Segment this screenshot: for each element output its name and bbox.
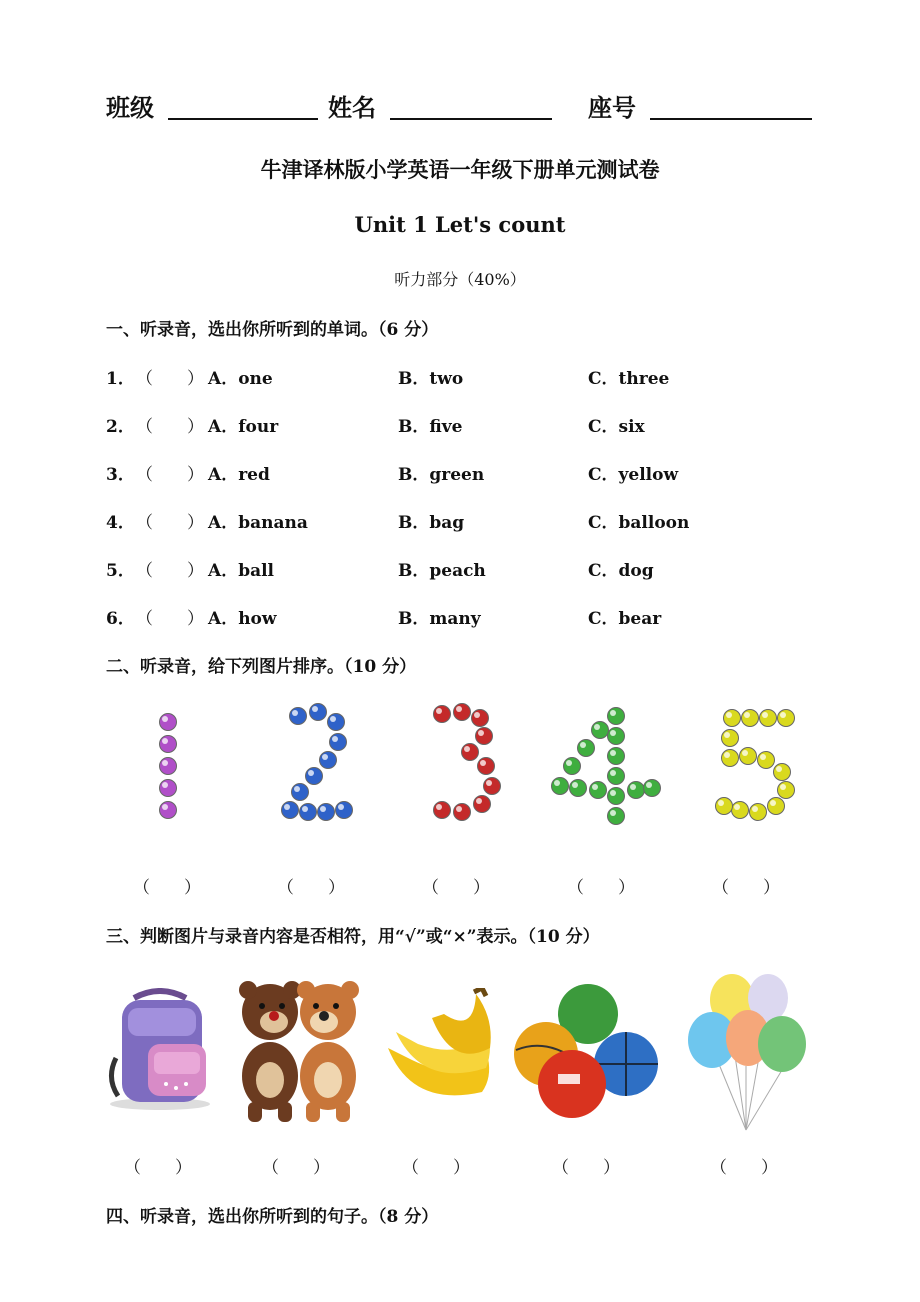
- bead: [310, 704, 327, 721]
- bead-highlight: [724, 752, 730, 758]
- bead-highlight: [322, 754, 328, 760]
- answer-paren[interactable]: （ ）: [712, 878, 780, 898]
- bead: [608, 708, 625, 725]
- bead: [608, 788, 625, 805]
- bead: [160, 714, 177, 731]
- bead-highlight: [330, 716, 336, 722]
- bead-highlight: [742, 750, 748, 756]
- bead-highlight: [474, 712, 480, 718]
- bead: [570, 780, 587, 797]
- bead: [608, 808, 625, 825]
- option-b: B．peach: [398, 561, 486, 581]
- bead: [732, 802, 749, 819]
- option-a: A．red: [208, 465, 270, 485]
- bead: [768, 798, 785, 815]
- bead-highlight: [292, 710, 298, 716]
- bead-highlight: [630, 784, 636, 790]
- bead-highlight: [592, 784, 598, 790]
- option-c: C．dog: [588, 561, 654, 581]
- page-title: 牛津译林版小学英语一年级下册单元测试卷: [260, 158, 660, 182]
- answer-paren[interactable]: （ ）: [136, 561, 204, 581]
- bead-number-4-icon: [548, 700, 668, 840]
- class-blank[interactable]: [168, 118, 318, 120]
- question-number: 4．: [106, 513, 135, 533]
- question-number: 2．: [106, 417, 135, 437]
- bead-highlight: [312, 706, 318, 712]
- bead: [774, 764, 791, 781]
- bead-highlight: [456, 706, 462, 712]
- bead-highlight: [332, 736, 338, 742]
- bead: [750, 804, 767, 821]
- bead: [716, 798, 733, 815]
- bead: [330, 734, 347, 751]
- option-a: A．banana: [208, 513, 308, 533]
- option-c: C．yellow: [588, 465, 679, 485]
- option-c: C．three: [588, 369, 670, 389]
- bead: [722, 730, 739, 747]
- bead: [484, 778, 501, 795]
- option-b: B．many: [398, 609, 481, 629]
- bead-highlight: [338, 804, 344, 810]
- bead-highlight: [456, 806, 462, 812]
- question-number: 1．: [106, 369, 135, 389]
- bead-highlight: [780, 784, 786, 790]
- answer-paren[interactable]: （ ）: [262, 1158, 330, 1178]
- bead: [320, 752, 337, 769]
- bead-highlight: [610, 770, 616, 776]
- option-c: C．bear: [588, 609, 662, 629]
- bead: [318, 804, 335, 821]
- bead-highlight: [610, 790, 616, 796]
- bead: [552, 778, 569, 795]
- answer-paren[interactable]: （ ）: [277, 878, 345, 898]
- bead: [778, 710, 795, 727]
- answer-paren[interactable]: （ ）: [710, 1158, 778, 1178]
- balls-icon: [512, 978, 662, 1132]
- bead-highlight: [162, 716, 168, 722]
- bead: [578, 740, 595, 757]
- bead: [160, 758, 177, 775]
- bead: [758, 752, 775, 769]
- bead-highlight: [464, 746, 470, 752]
- bead-highlight: [162, 738, 168, 744]
- bead-number-2-icon: [268, 700, 368, 840]
- bead-highlight: [308, 770, 314, 776]
- bead-highlight: [486, 780, 492, 786]
- bead-highlight: [566, 760, 572, 766]
- bead: [160, 780, 177, 797]
- bananas-icon: [382, 988, 498, 1116]
- option-b: B．bag: [398, 513, 465, 533]
- bead: [724, 710, 741, 727]
- bead-highlight: [724, 732, 730, 738]
- bead-highlight: [610, 810, 616, 816]
- bead: [328, 714, 345, 731]
- part-title: 听力部分（40%）: [394, 270, 526, 289]
- bead: [590, 782, 607, 799]
- bead-highlight: [776, 766, 782, 772]
- bead: [644, 780, 661, 797]
- bead: [476, 728, 493, 745]
- bead-highlight: [302, 806, 308, 812]
- answer-paren[interactable]: （ ）: [136, 513, 204, 533]
- bead: [628, 782, 645, 799]
- bead: [474, 796, 491, 813]
- bead: [472, 710, 489, 727]
- bead: [434, 706, 451, 723]
- bead-highlight: [580, 742, 586, 748]
- bead: [742, 710, 759, 727]
- bead-highlight: [594, 724, 600, 730]
- name-blank[interactable]: [390, 118, 552, 120]
- bead: [336, 802, 353, 819]
- schoolbag-icon: [104, 988, 216, 1116]
- bead: [760, 710, 777, 727]
- bead-highlight: [572, 782, 578, 788]
- bead-highlight: [760, 754, 766, 760]
- answer-paren[interactable]: （ ）: [136, 417, 204, 437]
- bead: [740, 748, 757, 765]
- bead-highlight: [478, 730, 484, 736]
- name-label: 姓名: [328, 94, 376, 122]
- answer-paren[interactable]: （ ）: [552, 1158, 620, 1178]
- option-a: A．how: [208, 609, 277, 629]
- bead-highlight: [320, 806, 326, 812]
- bead-highlight: [762, 712, 768, 718]
- bead-highlight: [480, 760, 486, 766]
- answer-paren[interactable]: （ ）: [136, 609, 204, 629]
- option-a: A．ball: [208, 561, 275, 581]
- bead: [292, 784, 309, 801]
- bead: [290, 708, 307, 725]
- bead-highlight: [646, 782, 652, 788]
- bead-highlight: [476, 798, 482, 804]
- question-number: 5．: [106, 561, 135, 581]
- bead-highlight: [436, 804, 442, 810]
- bead-highlight: [770, 800, 776, 806]
- bead: [300, 804, 317, 821]
- bead: [306, 768, 323, 785]
- option-c: C．balloon: [588, 513, 690, 533]
- answer-paren[interactable]: （ ）: [124, 1158, 192, 1178]
- class-label: 班级: [106, 94, 154, 122]
- bead-highlight: [610, 710, 616, 716]
- bead-number-1-icon: [130, 700, 210, 840]
- bead-highlight: [436, 708, 442, 714]
- answer-paren[interactable]: （ ）: [567, 878, 635, 898]
- bead-highlight: [554, 780, 560, 786]
- bead-highlight: [610, 730, 616, 736]
- bead-number-3-icon: [420, 700, 510, 840]
- bears-icon: [236, 976, 362, 1130]
- answer-paren[interactable]: （ ）: [422, 878, 490, 898]
- bead: [722, 750, 739, 767]
- question-number: 3．: [106, 465, 135, 485]
- bead: [592, 722, 609, 739]
- section3-heading: 三、判断图片与录音内容是否相符，用“√”或“×”表示。（10 分）: [106, 927, 600, 947]
- bead: [454, 704, 471, 721]
- option-a: A．one: [208, 369, 273, 389]
- bead-highlight: [718, 800, 724, 806]
- bead-highlight: [726, 712, 732, 718]
- bead-highlight: [752, 806, 758, 812]
- option-b: B．green: [398, 465, 485, 485]
- bead: [160, 802, 177, 819]
- section2-heading: 二、听录音，给下列图片排序。（10 分）: [106, 657, 417, 677]
- option-b: B．five: [398, 417, 463, 437]
- section1-heading: 一、听录音，选出你所听到的单词。（6 分）: [106, 320, 439, 340]
- bead: [478, 758, 495, 775]
- bead: [462, 744, 479, 761]
- bead-highlight: [294, 786, 300, 792]
- seat-label: 座号: [588, 94, 636, 122]
- bead: [434, 802, 451, 819]
- bead-highlight: [284, 804, 290, 810]
- bead-number-5-icon: [710, 700, 810, 840]
- bead-highlight: [744, 712, 750, 718]
- unit-title: Unit 1 Let's count: [354, 212, 566, 237]
- bead-highlight: [162, 760, 168, 766]
- seat-blank[interactable]: [650, 118, 812, 120]
- bead-highlight: [162, 804, 168, 810]
- bead: [608, 728, 625, 745]
- option-c: C．six: [588, 417, 645, 437]
- bead-highlight: [734, 804, 740, 810]
- bead: [608, 768, 625, 785]
- bead: [778, 782, 795, 799]
- option-b: B．two: [398, 369, 464, 389]
- option-a: A．four: [208, 417, 279, 437]
- bead: [160, 736, 177, 753]
- answer-paren[interactable]: （ ）: [402, 1158, 470, 1178]
- bead: [282, 802, 299, 819]
- bead: [564, 758, 581, 775]
- answer-paren[interactable]: （ ）: [136, 465, 204, 485]
- section4-heading: 四、听录音，选出你所听到的句子。（8 分）: [106, 1207, 439, 1227]
- bead-highlight: [162, 782, 168, 788]
- bead: [454, 804, 471, 821]
- question-number: 6．: [106, 609, 135, 629]
- answer-paren[interactable]: （ ）: [136, 369, 204, 389]
- bead-highlight: [610, 750, 616, 756]
- bead: [608, 748, 625, 765]
- bead-highlight: [780, 712, 786, 718]
- answer-paren[interactable]: （ ）: [133, 878, 201, 898]
- balloons-icon: [684, 972, 818, 1136]
